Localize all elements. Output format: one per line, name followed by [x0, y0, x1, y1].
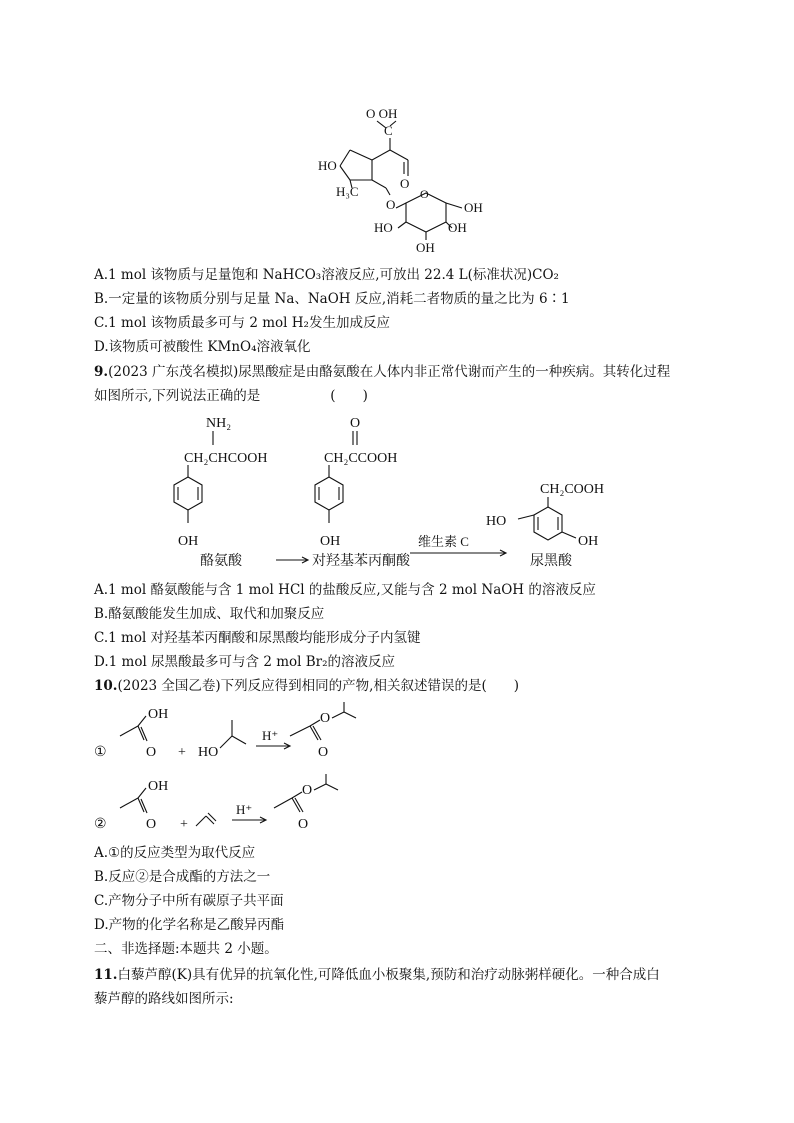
q8-option-d: D.该物质可被酸性 KMnO₄溶液氧化 [94, 339, 311, 355]
q10-number: 10. [94, 678, 118, 694]
r1-circle: ① [94, 745, 107, 760]
r1-o: O [146, 745, 157, 760]
q9-stem-text: (2023 广东茂名模拟)尿黑酸症是由酪氨酸在人体内非正常代谢而产生的一种疾病。其转化过程 [108, 364, 671, 380]
section-heading: 二、非选择题:本题共 2 小题。 [94, 941, 278, 957]
r1-plus: + [178, 745, 186, 760]
q9-scheme [0, 405, 794, 585]
q8-option-b: B.一定量的该物质分别与足量 Na、NaOH 反应,消耗二者物质的量之比为 6∶1 [94, 291, 570, 307]
structure-label-oh-bottom2: OH [448, 220, 467, 235]
q8-structure [0, 0, 794, 260]
keto-chain: CH₂CCOOH [324, 451, 398, 466]
r1-ho: HO [198, 745, 219, 760]
reagent-label: 维生素 C [418, 534, 469, 549]
r1-oh: OH [148, 707, 169, 722]
q9-option-d: D.1 mol 尿黑酸最多可与含 2 mol Br₂的溶液反应 [94, 654, 396, 670]
q10-option-d: D.产物的化学名称是乙酸异丙酯 [94, 917, 285, 933]
q11-text1: 白藜芦醇(K)具有优异的抗氧化性,可降低血小板聚集,预防和治疗动脉粥样硬化。一种合成白 [117, 967, 660, 983]
keto-name: 对羟基苯丙酮酸 [312, 554, 410, 569]
q11-line2: 藜芦醇的路线如图所示: [94, 991, 234, 1007]
structure-label-oh-bottom1: OH [416, 240, 435, 255]
q9-stem-line2 [94, 387, 368, 405]
q9-option-c: C.1 mol 对羟基苯丙酮酸和尿黑酸均能形成分子内氢键 [94, 630, 421, 646]
q10-stem [94, 677, 519, 695]
q10-option-c: C.产物分子中所有碳原子共平面 [94, 893, 284, 909]
r1-cat: H⁺ [262, 728, 279, 743]
r2-oh: OH [148, 779, 169, 794]
tyr-nh2: NH₂ [206, 416, 232, 431]
q8-option-c: C.1 mol 该物质最多可与 2 mol H₂发生加成反应 [94, 315, 390, 331]
r1-po2: O [318, 745, 329, 760]
r2-o: O [146, 817, 157, 832]
structure-label-o-glyco: O [386, 197, 396, 212]
hga-oh: OH [578, 534, 599, 549]
q10-option-b: B.反应②是合成酯的方法之一 [94, 869, 271, 885]
r2-po2: O [298, 817, 309, 832]
q9-stem-text2: 如图所示,下列说法正确的是 [94, 388, 261, 404]
structure-label-ho-bottom: HO [374, 220, 393, 235]
hga-ho: HO [486, 514, 507, 529]
r2-plus: + [180, 817, 188, 832]
q10-option-a: A.①的反应类型为取代反应 [94, 845, 256, 861]
structure-label-oh-right: OH [464, 200, 483, 215]
q11-line1 [94, 966, 660, 984]
q10-reaction-1 [0, 700, 794, 770]
tyr-chain: CH₂CHCOOH [184, 451, 268, 466]
q9-option-a: A.1 mol 酪氨酸能与含 1 mol HCl 的盐酸反应,又能与含 2 mol NaOH 的溶液反应 [94, 582, 596, 598]
r2-cat: H⁺ [236, 802, 253, 817]
r1-po: O [320, 711, 331, 726]
q8-option-a: A.1 mol 该物质与足量饱和 NaHCO₃溶液反应,可放出 22.4 L(标准状况)CO₂ [94, 267, 559, 283]
structure-label-o-ring: O [400, 176, 410, 191]
structure-label-ho-left: HO [318, 158, 337, 173]
r2-circle: ② [94, 817, 107, 832]
q10-reaction-2 [0, 768, 794, 838]
structure-label-h3c: H₃C [336, 184, 359, 199]
q11-number: 11. [94, 967, 118, 983]
q9-answer-paren: ( ) [330, 388, 368, 404]
tyr-name: 酪氨酸 [200, 554, 242, 569]
r2-po: O [302, 783, 313, 798]
q9-stem-line1 [94, 363, 670, 381]
keto-oh: OH [320, 534, 341, 549]
keto-o: O [350, 416, 361, 431]
hga-chain: CH₂COOH [540, 482, 604, 497]
q9-option-b: B.酪氨酸能发生加成、取代和加聚反应 [94, 606, 325, 622]
hga-name: 尿黑酸 [530, 554, 572, 569]
structure-label-c: C [384, 123, 393, 138]
tyr-oh: OH [178, 534, 199, 549]
q9-number: 9. [94, 364, 109, 380]
structure-label-oh-top: O OH [366, 106, 398, 121]
svg-text:O: O [420, 187, 429, 201]
q10-stem-text: (2023 全国乙卷)下列反应得到相同的产物,相关叙述错误的是( ) [117, 678, 520, 694]
